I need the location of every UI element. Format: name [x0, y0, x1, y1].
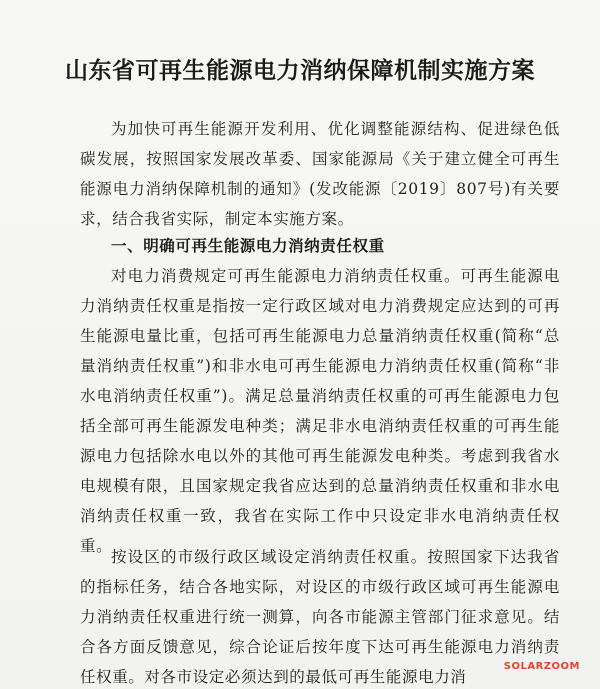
intro-paragraph: 为加快可再生能源开发利用、优化调整能源结构、促进绿色低碳发展，按照国家发展改革委、国家能源局《关于建立健全可再生能源电力消纳保障机制的通知》(发改能源〔2019〕807号)有关要求，结合我省实际，制定本实施方案。: [80, 120, 560, 228]
document-title: 山东省可再生能源电力消纳保障机制实施方案: [65, 57, 535, 84]
watermark-logo: SOLARZOOM: [503, 661, 580, 672]
section-heading: 一、明确可再生能源电力消纳责任权重: [111, 237, 385, 255]
body-paragraph: 按设区的市级行政区域设定消纳责任权重。按照国家下达我省的指标任务，结合各地实际，对设区的市级行政区域可再生能源电力消纳责任权重进行统一测算，向各市能源主管部门征求意见。结合各方面反馈意见，综合论证后按年度下达可再生能源电力消纳责任权重。对各市设定必须达到的最低可再生能源电力消: [80, 548, 560, 686]
body-paragraph: 对电力消费规定可再生能源电力消纳责任权重。可再生能源电力消纳责任权重是指按一定行政区域对电力消费规定应达到的可再生能源电量比重，包括可再生能源电力总量消纳责任权重(简称“总量消纳责任权重”)和非水电可再生能源电力消纳责任权重(简称“非水电消纳责任权重”)。满足总量消纳责任权重的可再生能源电力包括全部可再生能源发电种类；满足非水电消纳责任权重的可再生能源电力包括除水电以外的其他可再生能源发电种类。考虑到我省水电规模有限，且国家规定我省应达到的总量消纳责任权重和非水电消纳责任权重一致，我省在实际工作中只设定非水电消纳责任权重。: [80, 267, 560, 555]
